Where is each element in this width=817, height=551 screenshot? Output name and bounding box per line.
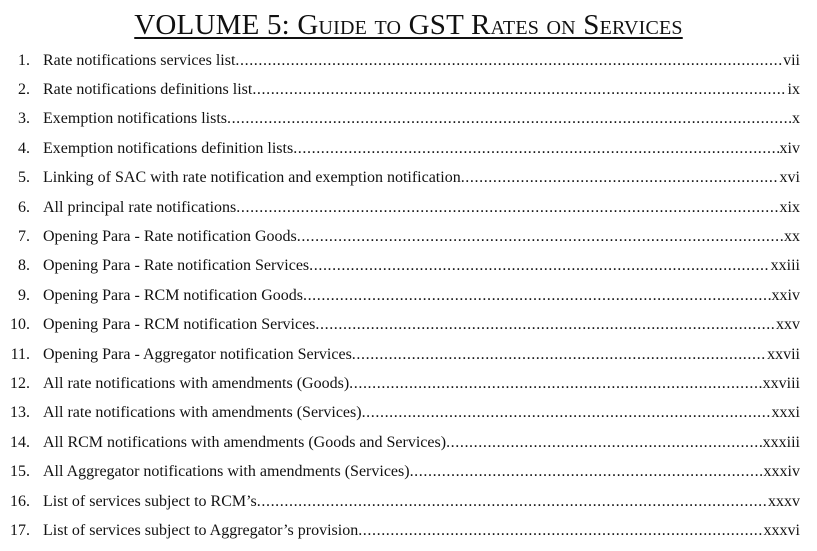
toc-item-entry — [43, 52, 800, 70]
toc-item-label: Rate notifications services list — [43, 51, 236, 69]
toc-item — [0, 311, 817, 340]
document-title — [0, 8, 817, 42]
toc-item-number: 5. — [18, 169, 30, 187]
toc-item — [0, 457, 817, 486]
toc-item-label: Opening Para - Rate notification Services — [43, 257, 310, 275]
toc-item-page: xix — [779, 198, 800, 216]
toc-item-number: 6. — [18, 198, 30, 216]
toc-item-entry — [43, 199, 800, 217]
toc-item-number: 8. — [18, 257, 30, 275]
toc-item — [0, 340, 817, 369]
toc-item-page: xxviii — [762, 374, 800, 392]
toc-item — [0, 281, 817, 310]
toc-item — [0, 46, 817, 75]
toc-item-label: List of services subject to RCM’s — [43, 492, 257, 510]
toc-item — [0, 164, 817, 193]
toc-item-page: xxv — [776, 316, 800, 334]
toc-item-page: xxiv — [771, 286, 800, 304]
toc-item-entry — [43, 404, 800, 422]
toc-item-page: xxxi — [771, 404, 800, 422]
toc-item-entry — [43, 228, 800, 246]
toc-item-entry — [43, 434, 800, 452]
toc-item-entry — [43, 140, 800, 158]
toc-item-label: All Aggregator notifications with amendments (Services) — [43, 463, 410, 481]
toc-item — [0, 399, 817, 428]
toc-item-page: xxvii — [767, 345, 800, 363]
toc-leader-dots — [303, 287, 771, 305]
toc-item-page: xx — [784, 228, 800, 246]
toc-item-number: 11. — [10, 345, 30, 363]
toc-leader-dots — [349, 375, 762, 393]
toc-leader-dots — [461, 169, 779, 187]
toc-item-number: 15. — [10, 463, 30, 481]
toc-item-label: All rate notifications with amendments (Goods) — [43, 374, 350, 392]
toc-item — [0, 134, 817, 163]
toc-item-entry — [43, 316, 800, 334]
toc-item-label: Rate notifications definitions list — [43, 81, 253, 99]
toc-item-label: Exemption notifications definition lists — [43, 139, 294, 157]
toc-item-page: x — [792, 110, 800, 128]
toc-item-label: All rate notifications with amendments (Services) — [43, 404, 362, 422]
toc-item — [0, 369, 817, 398]
toc-item-number: 13. — [10, 404, 30, 422]
toc-item — [0, 428, 817, 457]
toc-item-page: xxxiii — [762, 433, 800, 451]
toc-item-entry — [43, 81, 800, 99]
toc-item-number: 3. — [18, 110, 30, 128]
toc-item-page: xvi — [779, 169, 800, 187]
toc-leader-dots — [446, 434, 762, 452]
toc-item-number: 10. — [10, 316, 30, 334]
toc-leader-dots — [235, 52, 782, 70]
toc-item-entry — [43, 522, 800, 540]
document-title-text: VOLUME 5: Guide to GST Rates on Services — [134, 9, 683, 41]
toc-item-entry — [43, 287, 800, 305]
toc-leader-dots — [309, 257, 770, 275]
toc-item-label: Exemption notifications lists — [43, 110, 227, 128]
toc-item-page: xiv — [779, 139, 800, 157]
toc-item-entry — [43, 463, 800, 481]
toc-item-number: 4. — [18, 139, 30, 157]
toc-item-entry — [43, 110, 800, 128]
toc-item-number: 14. — [10, 433, 30, 451]
table-of-contents — [0, 46, 817, 546]
toc-item-page: xxiii — [770, 257, 800, 275]
toc-leader-dots — [257, 493, 767, 511]
toc-item-page: vii — [783, 51, 800, 69]
toc-item — [0, 193, 817, 222]
toc-item-entry — [43, 346, 800, 364]
toc-leader-dots — [410, 463, 763, 481]
toc-item-entry — [43, 375, 800, 393]
toc-leader-dots — [227, 110, 791, 128]
toc-item-label: All RCM notifications with amendments (Goods and Services) — [43, 433, 447, 451]
toc-leader-dots — [352, 346, 766, 364]
toc-item-entry — [43, 493, 800, 511]
toc-item-entry — [43, 169, 800, 187]
toc-item-number: 12. — [10, 374, 30, 392]
toc-item-number: 2. — [18, 81, 30, 99]
toc-item-entry — [43, 257, 800, 275]
toc-item-number: 17. — [10, 521, 30, 539]
toc-leader-dots — [362, 404, 771, 422]
toc-item-label: All principal rate notifications — [43, 198, 237, 216]
toc-item-label: Opening Para - RCM notification Goods — [43, 286, 303, 304]
toc-leader-dots — [236, 199, 778, 217]
toc-item — [0, 105, 817, 134]
toc-item-label: Opening Para - Rate notification Goods — [43, 228, 297, 246]
toc-item-page: xxxiv — [763, 463, 800, 481]
toc-item-page: xxxv — [768, 492, 800, 510]
toc-leader-dots — [358, 522, 762, 540]
toc-item-label: Linking of SAC with rate notification and exemption notification — [43, 169, 461, 187]
toc-item-number: 7. — [18, 228, 30, 246]
toc-item-label: Opening Para - Aggregator notification Services — [43, 345, 352, 363]
toc-leader-dots — [315, 316, 775, 334]
toc-item — [0, 222, 817, 251]
toc-item-number: 16. — [10, 492, 30, 510]
toc-item-label: Opening Para - RCM notification Services — [43, 316, 316, 334]
toc-leader-dots — [252, 81, 786, 99]
toc-leader-dots — [297, 228, 783, 246]
toc-item — [0, 75, 817, 104]
toc-item — [0, 487, 817, 516]
toc-leader-dots — [293, 140, 778, 158]
toc-item-page: ix — [787, 81, 800, 99]
toc-item-label: List of services subject to Aggregator’s provision — [43, 521, 359, 539]
toc-item — [0, 252, 817, 281]
toc-item-number: 1. — [18, 51, 30, 69]
toc-item-page: xxxvi — [763, 521, 800, 539]
toc-item-number: 9. — [18, 286, 30, 304]
toc-item — [0, 516, 817, 545]
